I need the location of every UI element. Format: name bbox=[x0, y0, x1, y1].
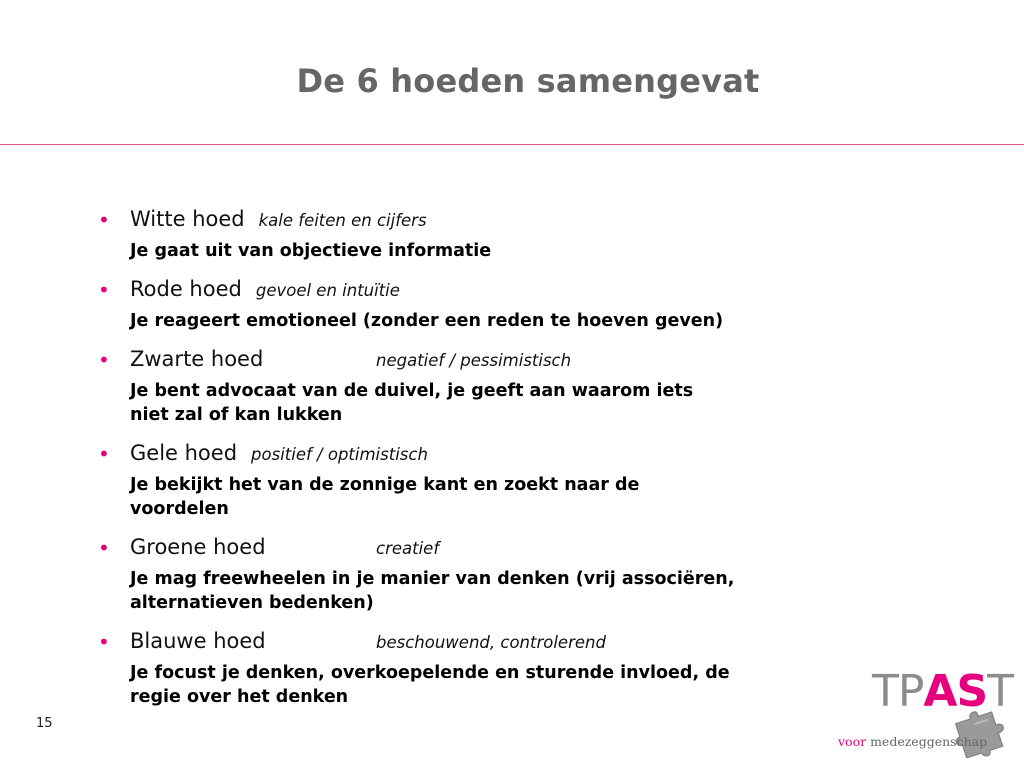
bullet-icon: • bbox=[98, 442, 110, 466]
list-item-yellow-hat bbox=[96, 440, 736, 521]
hat-description: Je bekijkt het van de zonnige kant en zoekt naar de voordelen bbox=[130, 475, 640, 519]
bullet-icon: • bbox=[98, 208, 110, 232]
hat-description: Je bent advocaat van de duivel, je geeft aan waarom iets niet zal of kan lukken bbox=[130, 381, 694, 425]
hat-description: Je gaat uit van objectieve informatie bbox=[130, 241, 492, 261]
bullet-icon: • bbox=[98, 278, 110, 302]
page-number: 15 bbox=[36, 716, 53, 731]
hat-name: Witte hoed bbox=[130, 207, 245, 231]
hat-name: Rode hoed bbox=[130, 277, 242, 301]
hat-name: Zwarte hoed bbox=[130, 347, 264, 371]
hat-description: Je focust je denken, overkoepelende en sturende invloed, de regie over het denken bbox=[130, 663, 730, 707]
puzzle-piece-icon bbox=[954, 706, 1016, 758]
list-item-white-hat bbox=[96, 206, 736, 263]
hat-keyword: beschouwend, controlerend bbox=[376, 633, 606, 652]
bullet-icon: • bbox=[98, 348, 110, 372]
list-item-red-hat bbox=[96, 276, 736, 333]
hat-name: Groene hoed bbox=[130, 535, 266, 559]
hat-name: Gele hoed bbox=[130, 441, 238, 465]
hat-keyword: creatief bbox=[376, 539, 440, 558]
hat-keyword: positief / optimistisch bbox=[251, 445, 428, 464]
hat-description: Je reageert emotioneel (zonder een reden te hoeven geven) bbox=[130, 311, 724, 331]
hat-name: Blauwe hoed bbox=[130, 629, 266, 653]
logo-tagline: voor medezeggenschap bbox=[838, 734, 988, 749]
bullet-icon: • bbox=[98, 536, 110, 560]
hat-keyword: gevoel en intuïtie bbox=[255, 281, 400, 300]
logo-wordmark: TPAST bbox=[872, 666, 1014, 717]
hat-description: Je mag freewheelen in je manier van denken (vrij associëren, alternatieven bedenken) bbox=[130, 569, 735, 613]
list-item-black-hat bbox=[96, 346, 736, 427]
list-item-blue-hat bbox=[96, 628, 736, 709]
list-item-green-hat bbox=[96, 534, 736, 615]
slide-title: De 6 hoeden samengevat bbox=[296, 62, 760, 100]
hat-keyword: negatief / pessimistisch bbox=[376, 351, 572, 370]
bullet-icon: • bbox=[98, 630, 110, 654]
tpast-logo bbox=[838, 668, 1018, 758]
title-divider bbox=[0, 144, 1024, 145]
hat-keyword: kale feiten en cijfers bbox=[258, 211, 427, 230]
hats-list bbox=[96, 206, 736, 722]
